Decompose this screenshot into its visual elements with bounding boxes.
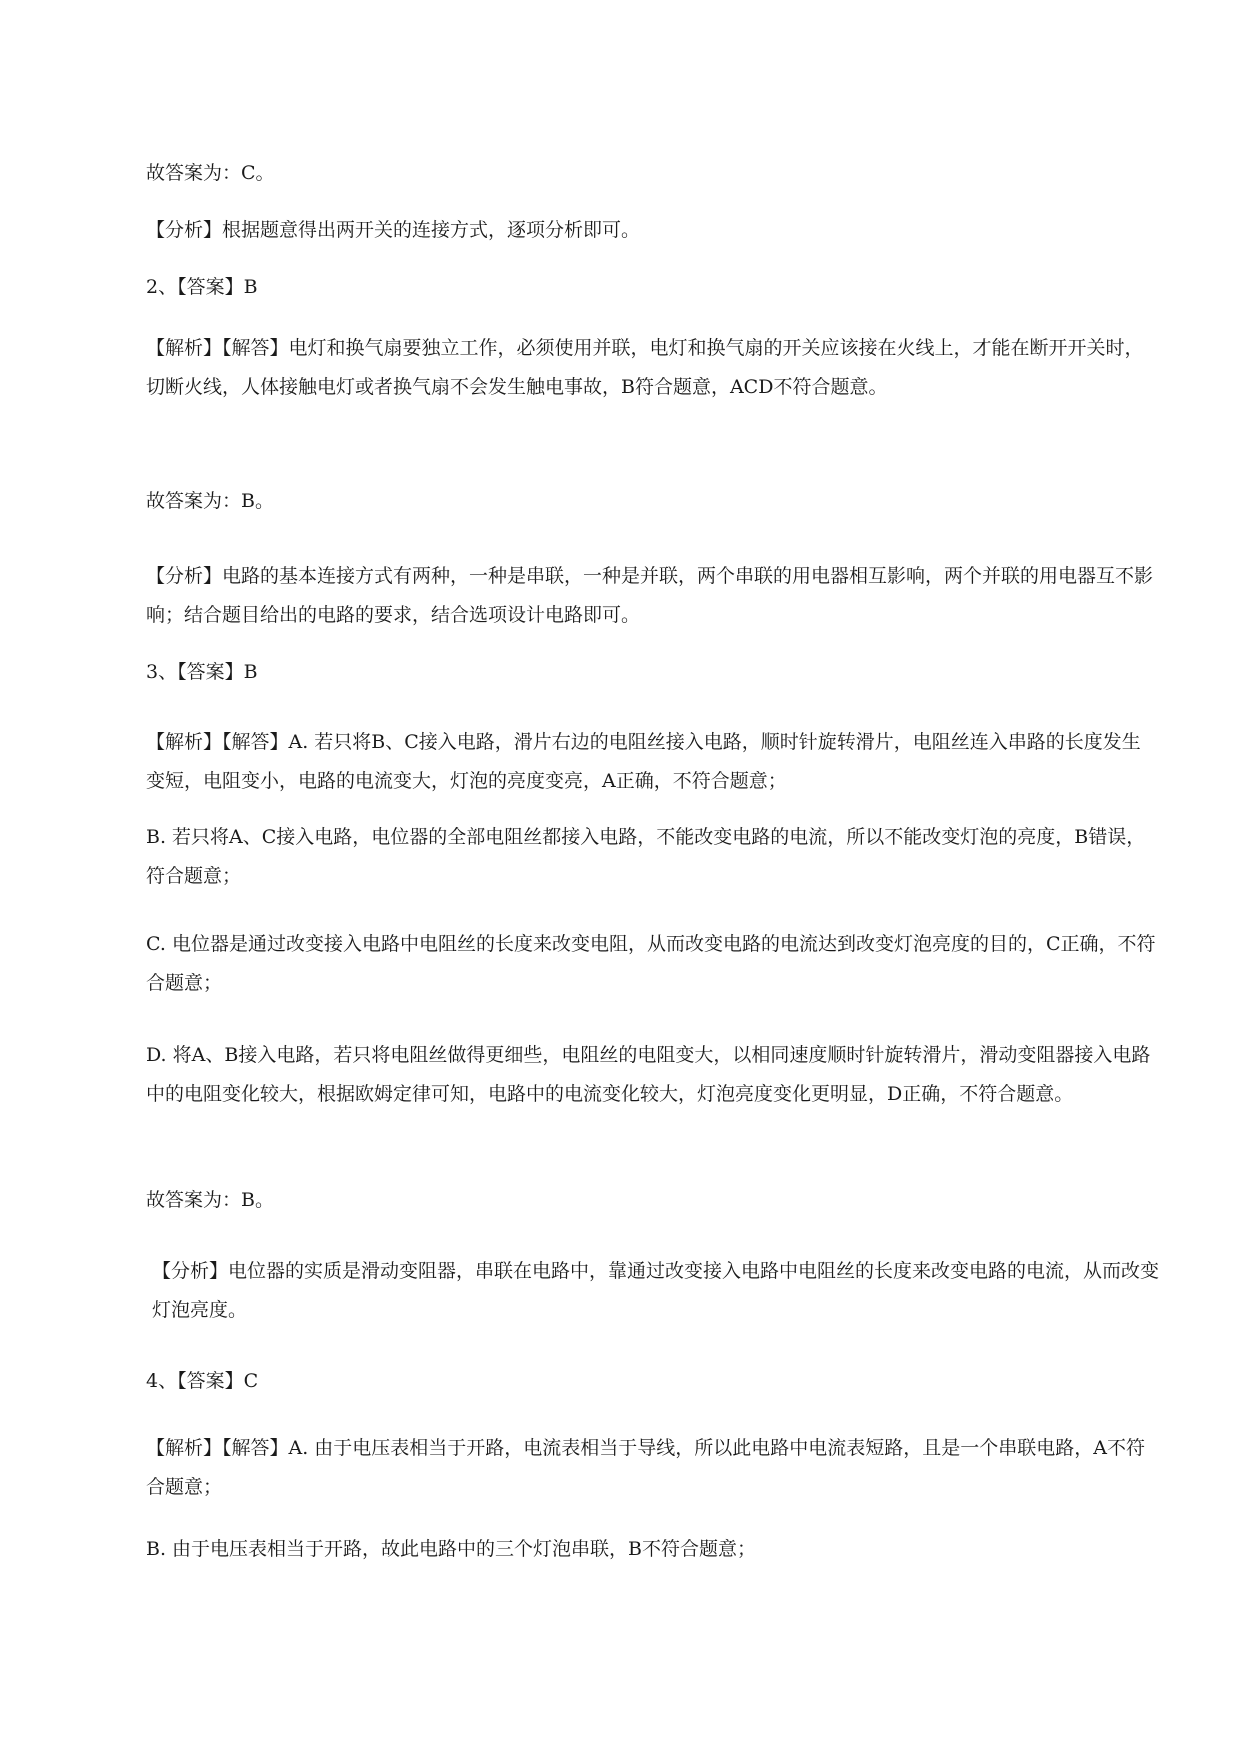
answer-conclusion-2: 故答案为：B。	[146, 490, 274, 512]
question-2-explanation: 【解析】【解答】电灯和换气扇要独立工作，必须使用并联，电灯和换气扇的开关应该接在火线上，才能在断开开关时，切断火线，人体接触电灯或者换气扇不会发生触电事故，B符合题意，ACD不符合题意。	[146, 337, 1144, 398]
question-2-answer: 2、【答案】B	[146, 276, 258, 298]
analysis-1: 【分析】根据题意得出两开关的连接方式，逐项分析即可。	[146, 219, 641, 241]
question-3-option-c: C. 电位器是通过改变接入电路中电阻丝的长度来改变电阻，从而改变电路的电流达到改变灯泡亮度的目的，C正确，不符合题意；	[146, 933, 1156, 994]
analysis-2: 【分析】电路的基本连接方式有两种，一种是串联，一种是并联，两个串联的用电器相互影响，两个并联的用电器互不影响；结合题目给出的电路的要求，结合选项设计电路即可。	[146, 565, 1154, 626]
question-3-answer: 3、【答案】B	[146, 661, 258, 683]
question-4-option-a: 【解析】【解答】A. 由于电压表相当于开路，电流表相当于导线，所以此电路中电流表短路，且是一个串联电路，A不符合题意；	[146, 1437, 1146, 1498]
question-4-answer: 4、【答案】C	[146, 1370, 259, 1392]
question-3-option-d: D. 将A、B接入电路，若只将电阻丝做得更细些，电阻丝的电阻变大，以相同速度顺时针旋转滑片，滑动变阻器接入电路中的电阻变化较大，根据欧姆定律可知，电路中的电流变化较大，灯泡亮度变化更明显，D正确，不符合题意。	[146, 1044, 1151, 1105]
analysis-3: 【分析】电位器的实质是滑动变阻器，串联在电路中，靠通过改变接入电路中电阻丝的长度来改变电路的电流，从而改变灯泡亮度。	[152, 1260, 1160, 1321]
question-3-option-b: B. 若只将A、C接入电路，电位器的全部电阻丝都接入电路，不能改变电路的电流，所以不能改变灯泡的亮度，B错误，符合题意；	[146, 826, 1146, 887]
question-4-option-b: B. 由于电压表相当于开路，故此电路中的三个灯泡串联，B不符合题意；	[146, 1538, 757, 1560]
answer-conclusion-1: 故答案为：C。	[146, 162, 275, 184]
answer-conclusion-3: 故答案为：B。	[146, 1189, 274, 1211]
question-3-option-a: 【解析】【解答】A. 若只将B、C接入电路，滑片右边的电阻丝接入电路，顺时针旋转滑片，电阻丝连入串路的长度发生变短，电阻变小，电路的电流变大，灯泡的亮度变亮，A正确，不符合题意；	[146, 731, 1141, 792]
